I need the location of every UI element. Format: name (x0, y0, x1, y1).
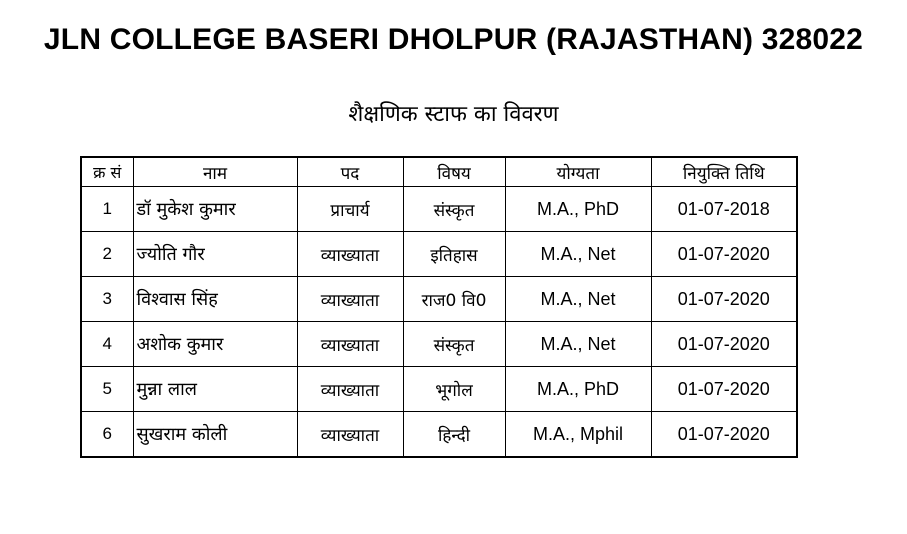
table-row (81, 187, 797, 232)
subject-cell: संस्कृत (403, 187, 505, 232)
qualification-cell: M.A., PhD (505, 187, 651, 232)
subject-cell: हिन्दी (403, 412, 505, 458)
qualification-cell: M.A., PhD (505, 367, 651, 412)
page-subtitle: शैक्षणिक स्टाफ का विवरण (348, 102, 559, 127)
date-cell: 01-07-2020 (651, 367, 797, 412)
qualification-cell: M.A., Net (505, 232, 651, 277)
column-header-post: पद (297, 157, 403, 187)
column-header-appointment-date: नियुक्ति तिथि (651, 157, 797, 187)
column-header-serial: क्र सं (81, 157, 133, 187)
post-cell: व्याख्याता (297, 322, 403, 367)
qualification-cell: M.A., Net (505, 322, 651, 367)
table-header-row (81, 157, 797, 187)
name-cell: अशोक कुमार (133, 322, 297, 367)
post-cell: प्राचार्य (297, 187, 403, 232)
date-cell: 01-07-2020 (651, 232, 797, 277)
table-row (81, 367, 797, 412)
subject-cell: राज0 वि0 (403, 277, 505, 322)
subject-cell: संस्कृत (403, 322, 505, 367)
name-cell: मुन्ना लाल (133, 367, 297, 412)
subject-cell: भूगोल (403, 367, 505, 412)
post-cell: व्याख्याता (297, 412, 403, 458)
name-cell: ज्योति गौर (133, 232, 297, 277)
serial-cell: 3 (81, 277, 133, 322)
column-header-subject: विषय (403, 157, 505, 187)
qualification-cell: M.A., Net (505, 277, 651, 322)
post-cell: व्याख्याता (297, 232, 403, 277)
table-row (81, 322, 797, 367)
column-header-qualification: योग्यता (505, 157, 651, 187)
date-cell: 01-07-2020 (651, 412, 797, 458)
college-title: JLN COLLEGE BASERI DHOLPUR (RAJASTHAN) 328022 (43, 23, 864, 56)
post-cell: व्याख्याता (297, 367, 403, 412)
serial-cell: 5 (81, 367, 133, 412)
table-row (81, 232, 797, 277)
table-row (81, 277, 797, 322)
subject-cell: इतिहास (403, 232, 505, 277)
post-cell: व्याख्याता (297, 277, 403, 322)
name-cell: डॉ मुकेश कुमार (133, 187, 297, 232)
date-cell: 01-07-2018 (651, 187, 797, 232)
staff-table (80, 156, 798, 458)
date-cell: 01-07-2020 (651, 277, 797, 322)
column-header-name: नाम (133, 157, 297, 187)
serial-cell: 4 (81, 322, 133, 367)
table-row (81, 412, 797, 458)
serial-cell: 6 (81, 412, 133, 458)
name-cell: सुखराम कोली (133, 412, 297, 458)
date-cell: 01-07-2020 (651, 322, 797, 367)
serial-cell: 1 (81, 187, 133, 232)
name-cell: विश्वास सिंह (133, 277, 297, 322)
qualification-cell: M.A., Mphil (505, 412, 651, 458)
serial-cell: 2 (81, 232, 133, 277)
